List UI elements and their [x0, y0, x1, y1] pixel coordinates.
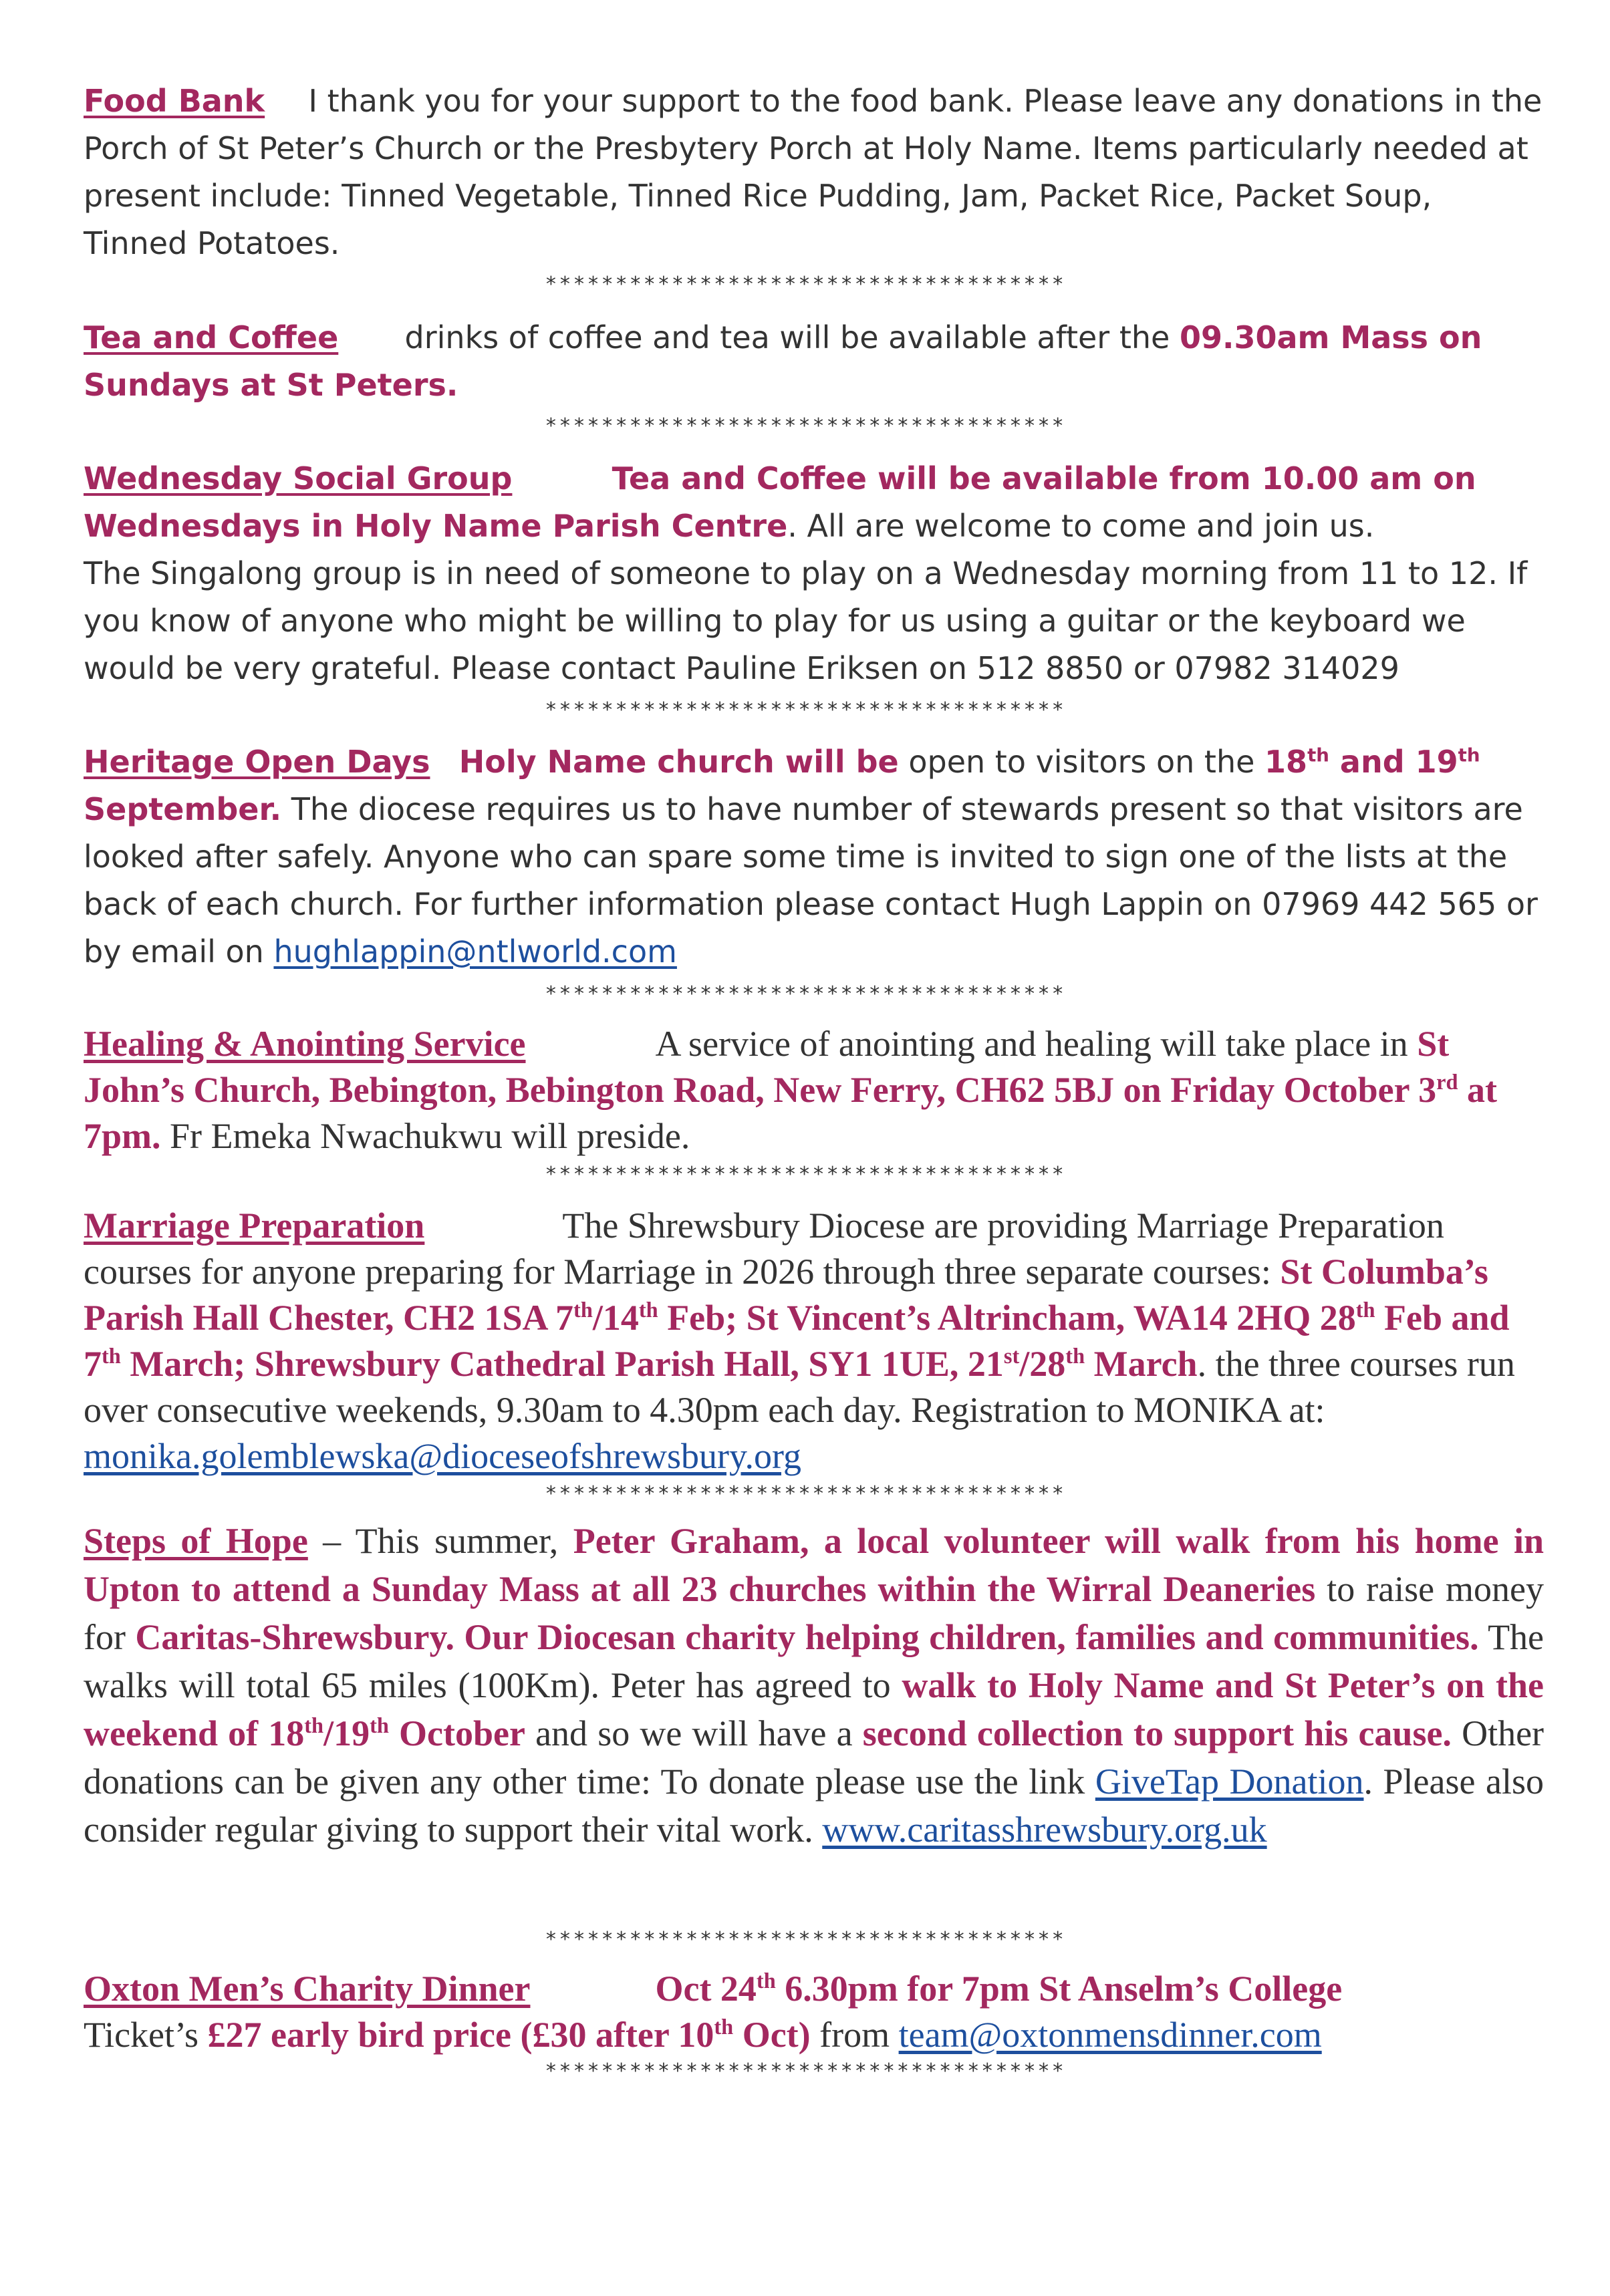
tea-coffee-text: drinks of coffee and tea will be available after the [404, 319, 1170, 355]
givetap-donation-link[interactable]: GiveTap Donation [1095, 1761, 1364, 1802]
marriage-courses: St Columba’s Parish Hall Chester, CH2 1SA 7th/14th Feb; St Vincent’s Altrincham, WA14 2HQ 28th Feb and 7th March; Shrewsbury Cathedral Parish Hall, SY1 1UE, 21st/28th March [84, 1252, 1510, 1384]
wednesday-highlight: Tea and Coffee will be available from 10.00 am on Wednesdays in Holy Name Parish Centre [84, 460, 1476, 544]
healing-text-2: Fr Emeka Nwachukwu will preside. [170, 1116, 690, 1156]
separator: ************************************* [545, 1928, 1066, 1951]
marriage-text-2: . the three courses run over consecutive weekends, 9.30am to 4.30pm each day. Registration to MONIKA at: [84, 1344, 1515, 1430]
separator: ************************************* [545, 273, 1066, 296]
separator: ************************************* [545, 414, 1066, 438]
heritage-section [84, 738, 1544, 976]
separator: ************************************* [545, 982, 1066, 1006]
oxton-text-2: from [819, 2015, 890, 2055]
steps-text-3: The walks will total 65 miles (100Km). Peter has agreed to [84, 1617, 1545, 1705]
steps-highlight-4: second collection to support his cause. [862, 1713, 1452, 1753]
steps-highlight-1: Peter Graham, a local volunteer will walk from his home in Upton to attend a Sunday Mass at all 23 churches within the Wirral Deaneries [84, 1521, 1544, 1609]
steps-of-hope-section [84, 1517, 1544, 1854]
marriage-section [84, 1203, 1544, 1479]
steps-text-4: and so we will have a [535, 1713, 853, 1753]
food-bank-heading: Food Bank [84, 83, 265, 119]
oxton-date: Oct 24th 6.30pm for 7pm St Anselm’s College [655, 1969, 1343, 2009]
food-bank-section [84, 78, 1544, 267]
separator: ************************************* [545, 1482, 1066, 1505]
heritage-date: 18th and 19th September. [84, 744, 1480, 827]
healing-heading: Healing & Anointing Service [84, 1024, 526, 1064]
steps-text-1: – This summer, [307, 1521, 559, 1561]
steps-text-2: to raise money for [84, 1569, 1544, 1657]
tea-coffee-highlight: 09.30am Mass on Sundays at St Peters. [84, 319, 1482, 403]
wednesday-text: . All are welcome to come and join us. [787, 508, 1375, 544]
marriage-email-link[interactable]: monika.golemblewska@dioceseofshrewsbury.org [84, 1436, 801, 1476]
oxton-email-link[interactable]: team@oxtonmensdinner.com [898, 2015, 1322, 2055]
heritage-heading: Heritage Open Days [84, 744, 430, 780]
oxton-price: £27 early bird price (£30 after 10th Oct) [207, 2015, 811, 2055]
healing-highlight: St John’s Church, Bebington, Bebington Road, New Ferry, CH62 5BJ on Friday October 3rd at 7pm. [84, 1024, 1498, 1156]
healing-text: A service of anointing and healing will take place in [655, 1024, 1408, 1064]
heritage-highlight: Holy Name church will be [458, 744, 899, 780]
oxton-text: Ticket’s [84, 2015, 199, 2055]
separator: ************************************* [545, 1163, 1066, 1186]
oxton-heading: Oxton Men’s Charity Dinner [84, 1969, 531, 2009]
wednesday-section [84, 455, 1544, 692]
healing-section [84, 1021, 1544, 1159]
wednesday-singalong-text: The Singalong group is in need of someone to play on a Wednesday morning from 11 to 12. If you know of anyone who might be willing to play for us using a guitar or the keyboard we would be very grateful. Please contact Pauline Eriksen on 512 8850 or 07982 314029 [84, 555, 1528, 686]
marriage-text: The Shrewsbury Diocese are providing Marriage Preparation courses for anyone preparing for Marriage in 2026 through three separate courses: [84, 1205, 1444, 1292]
heritage-text: open to visitors on the [908, 744, 1255, 780]
steps-highlight-3: walk to Holy Name and St Peter’s on the weekend of 18th/19th October [84, 1665, 1545, 1753]
steps-heading: Steps of Hope [84, 1521, 308, 1561]
separator: ************************************* [545, 698, 1066, 722]
food-bank-text: I thank you for your support to the food bank. Please leave any donations in the Porch of St Peter’s Church or the Presbytery Porch at Holy Name. Items particularly needed at present include: Tinned Vegetable, Tinned Rice Pudding, Jam, Packet Rice, Packet Soup, Tinned Potatoes. [84, 83, 1542, 261]
tea-coffee-heading: Tea and Coffee [84, 319, 339, 355]
steps-highlight-2: Caritas-Shrewsbury. Our Diocesan charity helping children, families and communities. [135, 1617, 1479, 1657]
oxton-dinner-section [84, 1966, 1544, 2058]
separator: ************************************* [545, 2059, 1066, 2083]
marriage-heading: Marriage Preparation [84, 1205, 425, 1246]
steps-text-5: Other donations can be given any other time: To donate please use the link [84, 1713, 1545, 1802]
caritas-website-link[interactable]: www.caritasshrewsbury.org.uk [822, 1810, 1267, 1850]
steps-text-6: . Please also consider regular giving to support their vital work. [84, 1761, 1544, 1850]
wednesday-heading: Wednesday Social Group [84, 460, 513, 496]
heritage-text-2: The diocese requires us to have number of stewards present so that visitors are looked after safely. Anyone who can spare some time is invited to sign one of the lists at the back of each church. For further information please contact Hugh Lappin on 07969 442 565 or by email on [84, 791, 1538, 970]
heritage-email-link[interactable]: hughlappin@ntlworld.com [273, 934, 677, 970]
tea-coffee-section [84, 314, 1544, 409]
